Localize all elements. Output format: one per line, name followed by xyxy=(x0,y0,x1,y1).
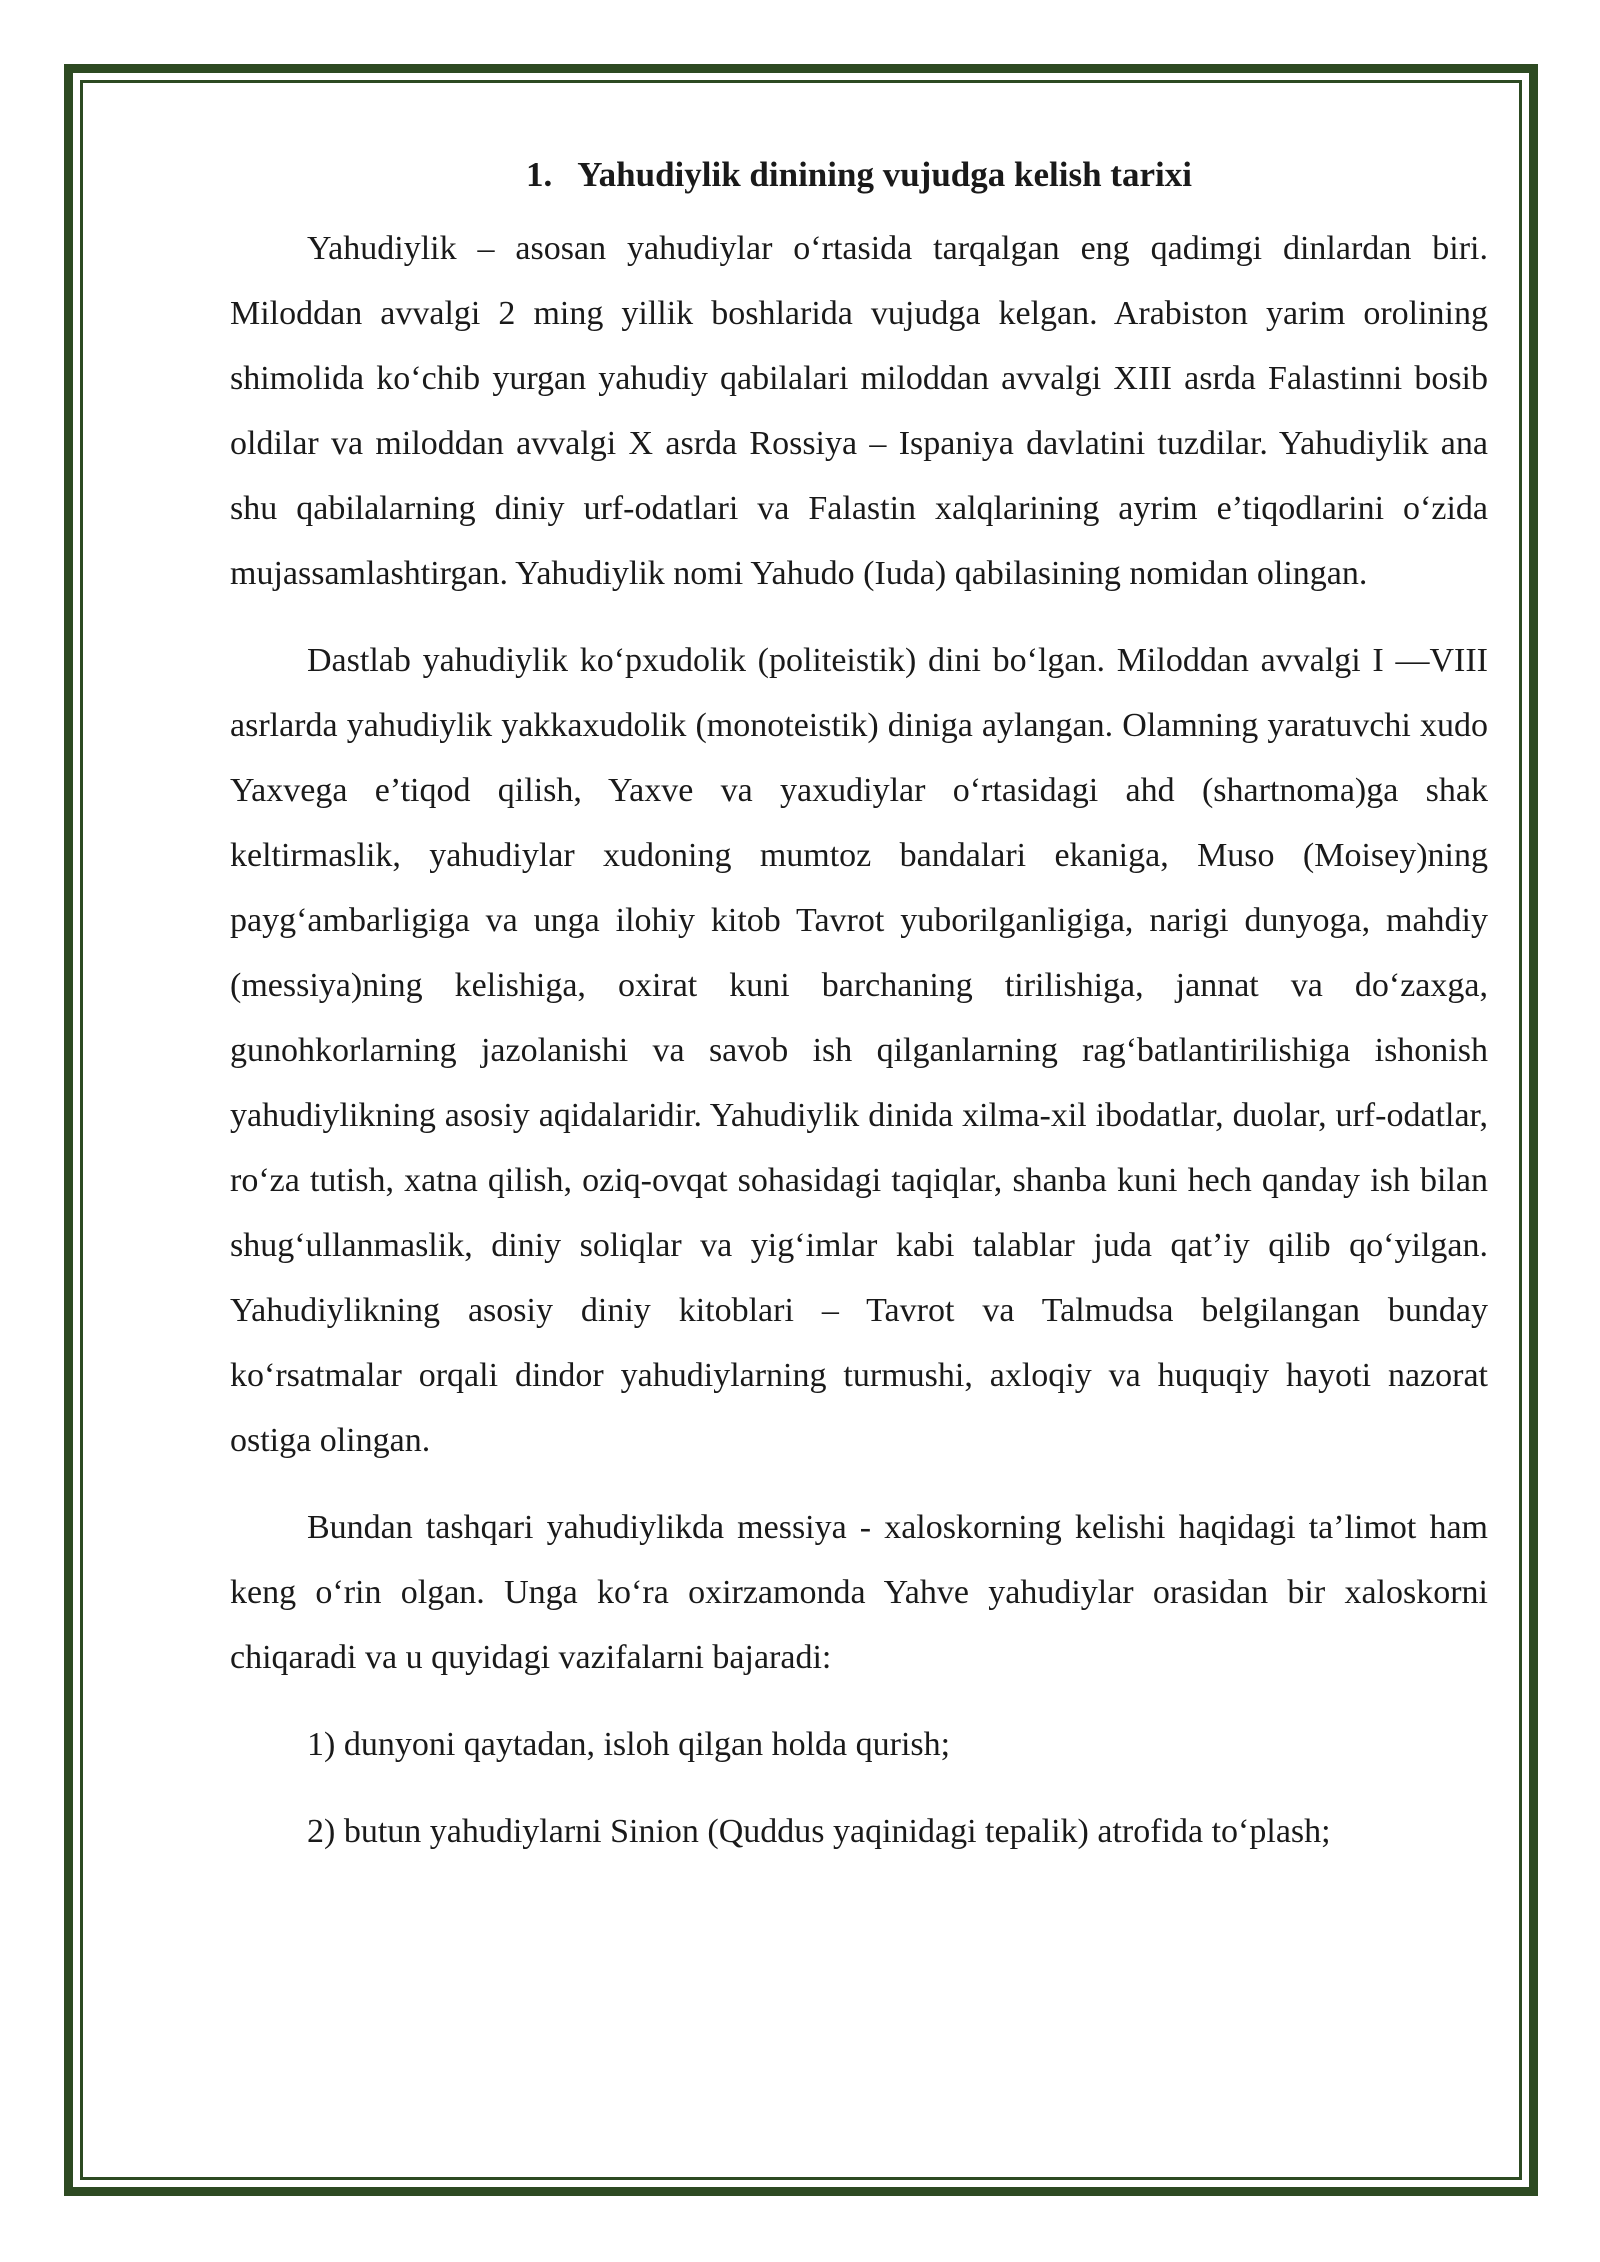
section-heading xyxy=(230,146,1488,204)
list-item-2: 2) butun yahudiylarni Sinion (Quddus yaqinidagi tepalik) atrofida to‘plash; xyxy=(307,1813,1331,1850)
paragraph-1: Yahudiylik – asosan yahudiylar o‘rtasida tarqalgan eng qadimgi dinlardan biri. Miloddan avvalgi 2 ming yillik boshlarida vujudga kelgan. Arabiston yarim orolining shimolida ko‘chib yurgan yahudiy qabilalari miloddan avvalgi XIII asrda Falastinni bosib oldilar va miloddan avvalgi X asrda Rossiya – Ispaniya davlatini tuzdilar. Yahudiylik ana shu qabilalarning diniy urf-odatlari va Falastin xalqlarining ayrim e’tiqodlarini o‘zida mujassamlashtirgan. Yahudiylik nomi Yahudo (Iuda) qabilasining nomidan olingan. xyxy=(230,230,1488,592)
list-item-1: 1) dunyoni qaytadan, isloh qilgan holda qurish; xyxy=(307,1726,951,1763)
section-number: 1. xyxy=(526,155,553,194)
paragraph-2: Dastlab yahudiylik ko‘pxudolik (politeistik) dini bo‘lgan. Miloddan avvalgi I —VIII asrlarda yahudiylik yakkaxudolik (monoteistik) diniga aylangan. Olamning yaratuvchi xudo Yaxvega e’tiqod qilish, Yaxve va yaxudiylar o‘rtasidagi ahd (shartnoma)ga shak keltirmaslik, yahudiylar xudoning mumtoz bandalari ekaniga, Muso (Moisey)ning payg‘ambarligiga va unga ilohiy kitob Tavrot yuborilganligiga, narigi dunyoga, mahdiy (messiya)ning kelishiga, oxirat kuni barchaning tirilishiga, jannat va do‘zaxga, gunohkorlarning jazolanishi va savob ish qilganlarning rag‘batlantirilishiga ishonish yahudiylikning asosiy aqidalaridir. Yahudiylik dinida xilma-xil ibodatlar, duolar, urf-odatlar, ro‘za tutish, xatna qilish, oziq-ovqat sohasidagi taqiqlar, shanba kuni hech qanday ish bilan shug‘ullanmaslik, diniy soliqlar va yig‘imlar kabi talablar juda qat’iy qilib qo‘yilgan. Yahudiylikning asosiy diniy kitoblari – Tavrot va Talmudsa belgilangan bunday ko‘rsatmalar orqali dindor yahudiylarning turmushi, axloqiy va huquqiy hayoti nazorat ostiga olingan. xyxy=(230,642,1488,1459)
paragraph-3: Bundan tashqari yahudiylikda messiya - xaloskorning kelishi haqidagi ta’limot ham keng o‘rin olgan. Unga ko‘ra oxirzamonda Yahve yahudiylar orasidan bir xaloskorni chiqaradi va u quyidagi vazifalarni bajaradi: xyxy=(230,1509,1488,1676)
section-title: Yahudiylik dinining vujudga kelish tarixi xyxy=(577,155,1192,194)
document-body xyxy=(230,146,1488,1886)
